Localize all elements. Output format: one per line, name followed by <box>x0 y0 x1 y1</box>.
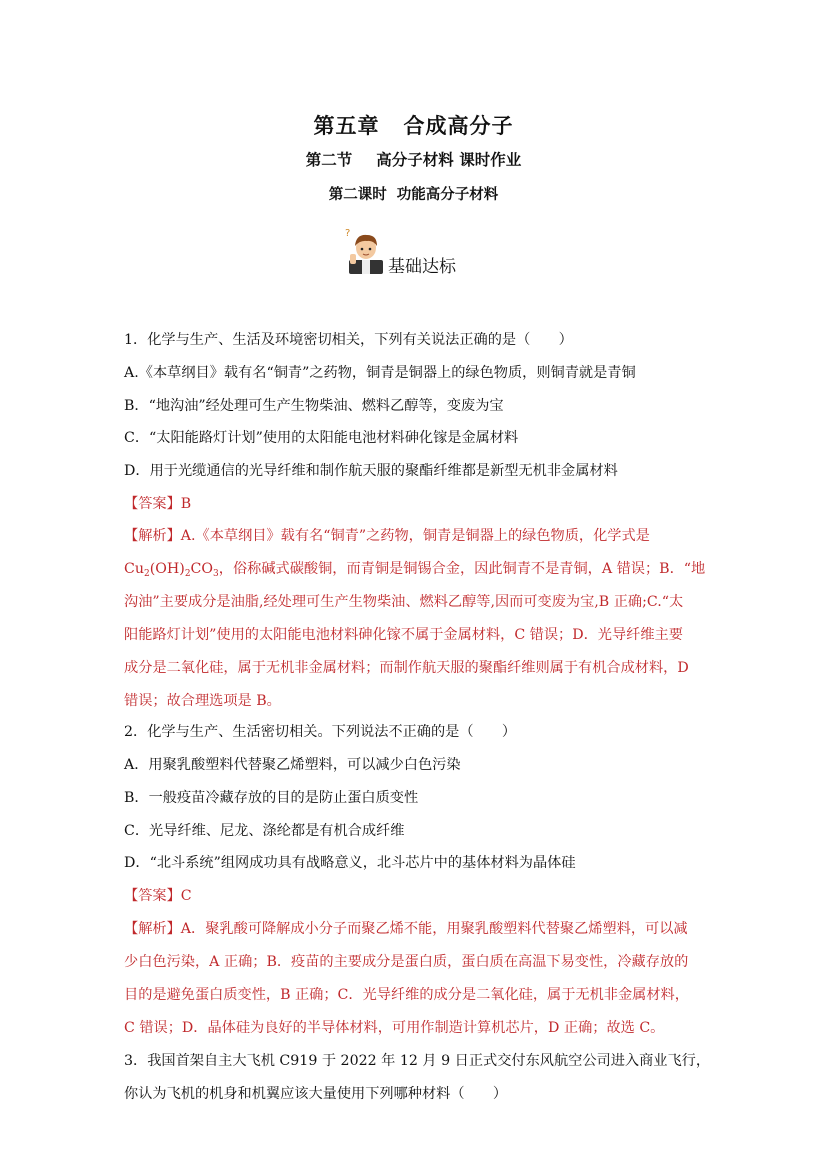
analysis-label: 【解析】 <box>124 921 181 937</box>
section-title <box>0 148 827 170</box>
q2-answer <box>124 886 192 906</box>
section-name: 高分子材料 课时作业 <box>376 150 522 169</box>
thinking-boy-icon <box>343 226 389 276</box>
answer-label: 【答案】 <box>124 496 181 512</box>
chapter-title <box>0 110 827 140</box>
q2-option-c: C．光导纤维、尼龙、涤纶都是有机合成纤维 <box>124 823 405 839</box>
q1-analysis-line-3: 沟油”主要成分是油脂,经处理可生产生物柴油、燃料乙醇等,因而可变废为宝,B 正确;C.“太 <box>124 594 684 610</box>
svg-text:?: ? <box>345 228 351 239</box>
q3-stem-line-2: 你认为飞机的机身和机翼应该大量使用下列哪种材料（ ） <box>124 1086 508 1102</box>
q1-analysis-line-4: 阳能路灯计划”使用的太阳能电池材料砷化镓不属于金属材料，C 错误；D．光导纤维主要 <box>124 627 683 643</box>
q1-option-b: B．“地沟油”经处理可生产生物柴油、燃料乙醇等，变废为宝 <box>124 398 504 414</box>
q3-stem-line-1: 3．我国首架自主大飞机 C919 于 2022 年 12 月 9 日正式交付东风航空公司进入商业飞行， <box>124 1053 711 1069</box>
q2-option-d: D．“北斗系统”组网成功具有战略意义，北斗芯片中的基体材料为晶体硅 <box>124 855 576 871</box>
q1-option-d: D．用于光缆通信的光导纤维和制作航天服的聚酯纤维都是新型无机非金属材料 <box>124 463 618 479</box>
lesson-title <box>0 183 827 204</box>
q2-analysis-line-4: C 错误；D．晶体硅为良好的半导体材料，可用作制造计算机芯片，D 正确；故选 C。 <box>124 1020 665 1036</box>
q1-answer <box>124 494 191 514</box>
chemical-formula: $Cu_2(OH)_2CO_3$ <box>124 561 219 579</box>
q2-analysis-line-1 <box>124 919 688 939</box>
analysis-text: A.《本草纲目》载有名“铜青”之药物，铜青是铜器上的绿色物质，化学式是 <box>180 528 650 544</box>
q1-analysis-line-2 <box>124 559 705 579</box>
chapter-number: 第五章 <box>313 113 380 138</box>
q2-option-b: B．一般疫苗冷藏存放的目的是防止蛋白质变性 <box>124 790 419 806</box>
analysis-label: 【解析】 <box>124 528 181 544</box>
analysis-text: ，俗称碱式碳酸铜，而青铜是铜锡合金，因此铜青不是青铜，A 错误；B．“地 <box>218 561 706 577</box>
q2-analysis-line-2: 少白色污染，A 正确；B．疫苗的主要成分是蛋白质，蛋白质在高温下易变性，冷藏存放的 <box>124 954 689 970</box>
analysis-text: A．聚乳酸可降解成小分子而聚乙烯不能，用聚乳酸塑料代替聚乙烯塑料，可以减 <box>180 921 688 937</box>
chapter-name: 合成高分子 <box>403 113 514 138</box>
q1-analysis-line-5: 成分是二氧化硅，属于无机非金属材料；而制作航天服的聚酯纤维则属于有机合成材料，D <box>124 660 689 676</box>
answer-label: 【答案】 <box>124 888 181 904</box>
q1-analysis-line-1 <box>124 526 650 546</box>
section-number: 第二节 <box>305 150 353 169</box>
q1-stem: 1．化学与生产、生活及环境密切相关，下列有关说法正确的是（ ） <box>124 332 573 348</box>
basic-level-label: 基础达标 <box>388 257 456 277</box>
q2-stem: 2．化学与生产、生活密切相关。下列说法不正确的是（ ） <box>124 724 517 740</box>
q2-analysis-line-3: 目的是避免蛋白质变性，B 正确；C．光导纤维的成分是二氧化硅，属于无机非金属材料， <box>124 987 689 1003</box>
lesson-number: 第二课时 <box>328 186 387 203</box>
answer-value: C <box>180 888 192 904</box>
answer-value: B <box>180 496 192 512</box>
q1-analysis-line-6: 错误；故合理选项是 B。 <box>124 693 281 709</box>
q2-option-a: A．用聚乳酸塑料代替聚乙烯塑料，可以减少白色污染 <box>124 757 461 773</box>
q1-option-a: A.《本草纲目》载有名“铜青”之药物，铜青是铜器上的绿色物质，则铜青就是青铜 <box>124 365 636 381</box>
q1-option-c: C．“太阳能路灯计划”使用的太阳能电池材料砷化镓是金属材料 <box>124 430 519 446</box>
lesson-name: 功能高分子材料 <box>396 186 499 203</box>
